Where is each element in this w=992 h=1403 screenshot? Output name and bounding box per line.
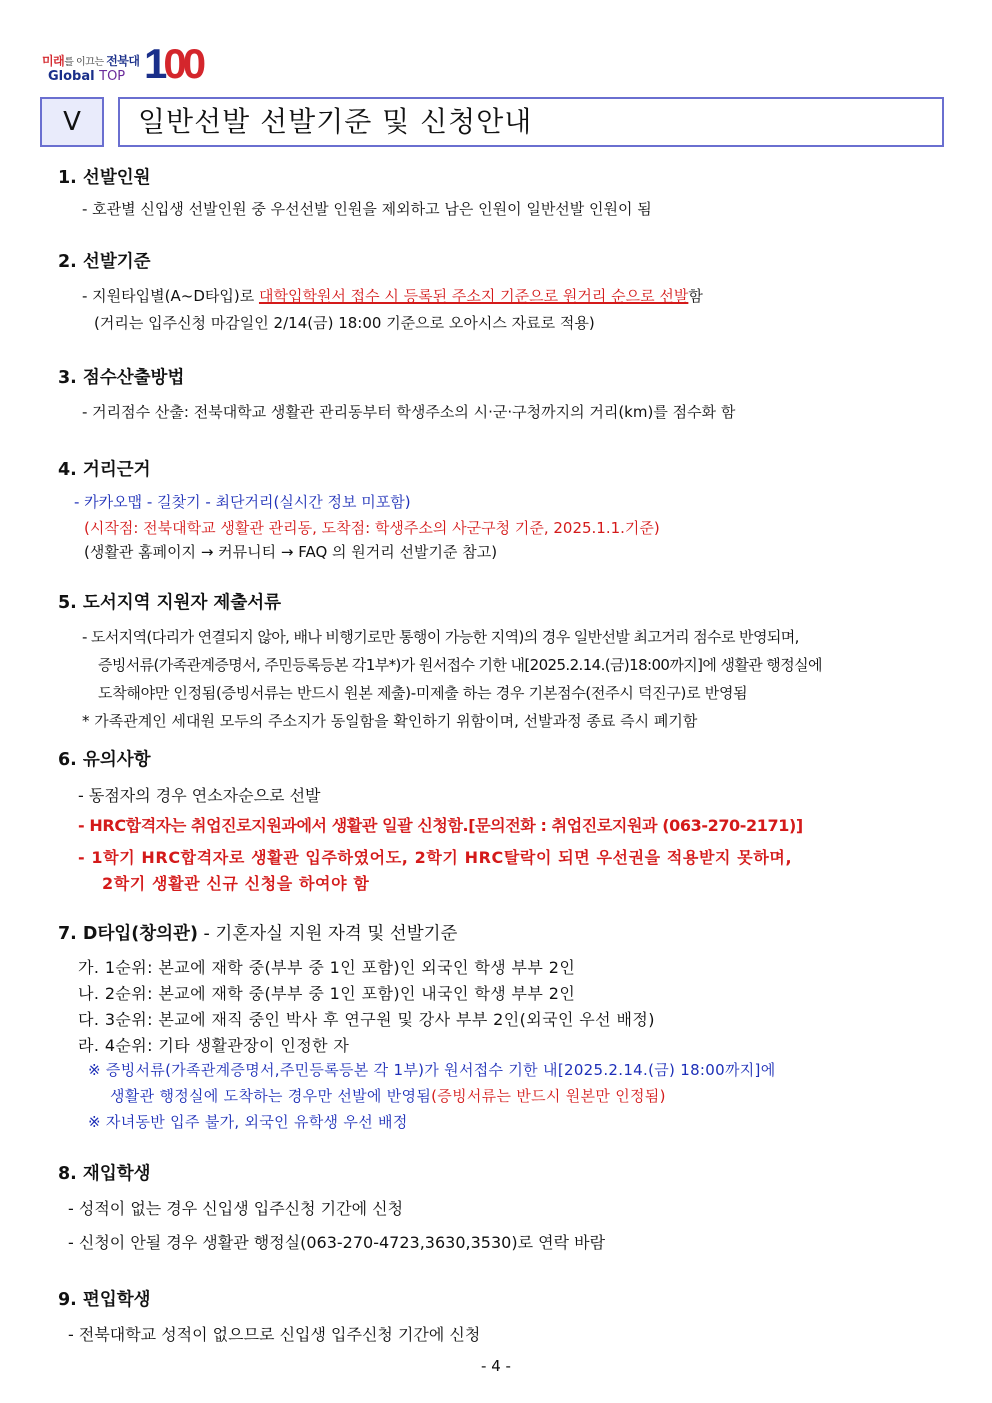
list-item: 나. 2순위: 본교에 재학 중(부부 중 1인 포함)인 내국인 학생 부부 2인 xyxy=(78,984,576,1003)
text-line: 2학기 생활관 신규 신청을 하여야 함 xyxy=(102,874,370,893)
page-number: - 4 - xyxy=(481,1357,511,1375)
text-line: - 카카오맵 - 길찾기 - 최단거리(실시간 정보 미포함) xyxy=(74,493,411,511)
note-line: * 가족관계인 세대원 모두의 주소지가 동일함을 확인하기 위함이며, 선발과정 종료 즉시 폐기함 xyxy=(82,712,698,730)
text-line: - 거리점수 산출: 전북대학교 생활관 관리동부터 학생주소의 시·군·구청까지의 거리(km)를 점수화 함 xyxy=(82,403,736,421)
text-line: - 1학기 HRC합격자로 생활관 입주하였어도, 2학기 HRC탈락이 되면 우선권을 적용받지 못하며, xyxy=(78,848,793,867)
list-item: 가. 1순위: 본교에 재학 중(부부 중 1인 포함)인 외국인 학생 부부 2인 xyxy=(78,958,576,977)
list-item: 다. 3순위: 본교에 재직 중인 박사 후 연구원 및 강사 부부 2인(외국인 우선 배정) xyxy=(78,1010,655,1029)
note-line: ※ 증빙서류(가족관계증명서,주민등록등본 각 1부)가 원서접수 기한 내[2025.2.14.(금) 18:00까지]에 xyxy=(88,1061,776,1079)
list-item: 라. 4순위: 기타 생활관장이 인정한 자 xyxy=(78,1036,350,1055)
text-line: - 성적이 없는 경우 신입생 입주신청 기간에 신청 xyxy=(68,1199,404,1218)
logo-tagline: 미래를 이끄는 전북대 xyxy=(42,54,140,68)
heading-readmission: 8. 재입학생 xyxy=(58,1164,151,1184)
text-line: 증빙서류(가족관계증명서, 주민등록등본 각1부*)가 원서접수 기한 내[2025.2.14.(금)18:00까지]에 생활관 행정실에 xyxy=(98,656,822,674)
section-title: 일반선발 선발기준 및 신청안내 xyxy=(118,97,944,147)
text-line: 도착해야만 인정됨(증빙서류는 반드시 원본 제출)-미제출 하는 경우 기본점수(전주시 덕진구)로 반영됨 xyxy=(98,684,748,702)
heading-distance-basis: 4. 거리근거 xyxy=(58,460,151,480)
text-line: - 호관별 신입생 선발인원 중 우선선발 인원을 제외하고 남은 인원이 일반선발 인원이 됨 xyxy=(82,200,652,218)
university-logo xyxy=(42,40,212,90)
highlight-text: 대학입학원서 접수 시 등록된 주소지 기준으로 원거리 순으로 선발 xyxy=(258,287,689,305)
logo-global-top: Global TOP xyxy=(48,69,126,84)
heading-island-documents: 5. 도서지역 지원자 제출서류 xyxy=(58,593,282,613)
note-line: ※ 자녀동반 입주 불가, 외국인 유학생 우선 배정 xyxy=(88,1113,408,1131)
section-number-box: V xyxy=(40,97,104,147)
heading-precautions: 6. 유의사항 xyxy=(58,750,151,770)
heading-selection-criteria: 2. 선발기준 xyxy=(58,252,151,272)
text-line: - 지원타입별(A~D타입)로 대학입학원서 접수 시 등록된 주소지 기준으로 원거리 순으로 선발함 xyxy=(82,287,703,305)
text-line: (생활관 홈페이지 → 커뮤니티 → FAQ 의 원거리 선발기준 참고) xyxy=(84,543,498,561)
text-line: - 도서지역(다리가 연결되지 않아, 배나 비행기로만 통행이 가능한 지역)의 경우 일반선발 최고거리 점수로 반영되며, xyxy=(82,628,799,646)
text-line: - HRC합격자는 취업진로지원과에서 생활관 일괄 신청함.[문의전화 : 취업진로지원과 (063-270-2171)] xyxy=(78,816,803,835)
heading-transfer: 9. 편입학생 xyxy=(58,1290,151,1310)
text-line: - 신청이 안될 경우 생활관 행정실(063-270-4723,3630,3530)로 연락 바람 xyxy=(68,1233,606,1252)
heading-score-method: 3. 점수산출방법 xyxy=(58,368,185,388)
text-line: - 동점자의 경우 연소자순으로 선발 xyxy=(78,786,321,805)
logo-100-mark: 100 xyxy=(144,40,203,87)
text-line: (시작점: 전북대학교 생활관 관리동, 도착점: 학생주소의 사군구청 기준, 2025.1.1.기준) xyxy=(84,519,660,537)
heading-selection-count: 1. 선발인원 xyxy=(58,168,151,188)
text-line: (거리는 입주신청 마감일인 2/14(금) 18:00 기준으로 오아시스 자료로 적용) xyxy=(94,314,595,332)
text-line: - 전북대학교 성적이 없으므로 신입생 입주신청 기간에 신청 xyxy=(68,1325,481,1344)
heading-d-type: 7. D타입(창의관) - 기혼자실 지원 자격 및 선발기준 xyxy=(58,924,458,944)
note-line: 생활관 행정실에 도착하는 경우만 선발에 반영됨(증빙서류는 반드시 원본만 인정됨) xyxy=(110,1087,666,1105)
